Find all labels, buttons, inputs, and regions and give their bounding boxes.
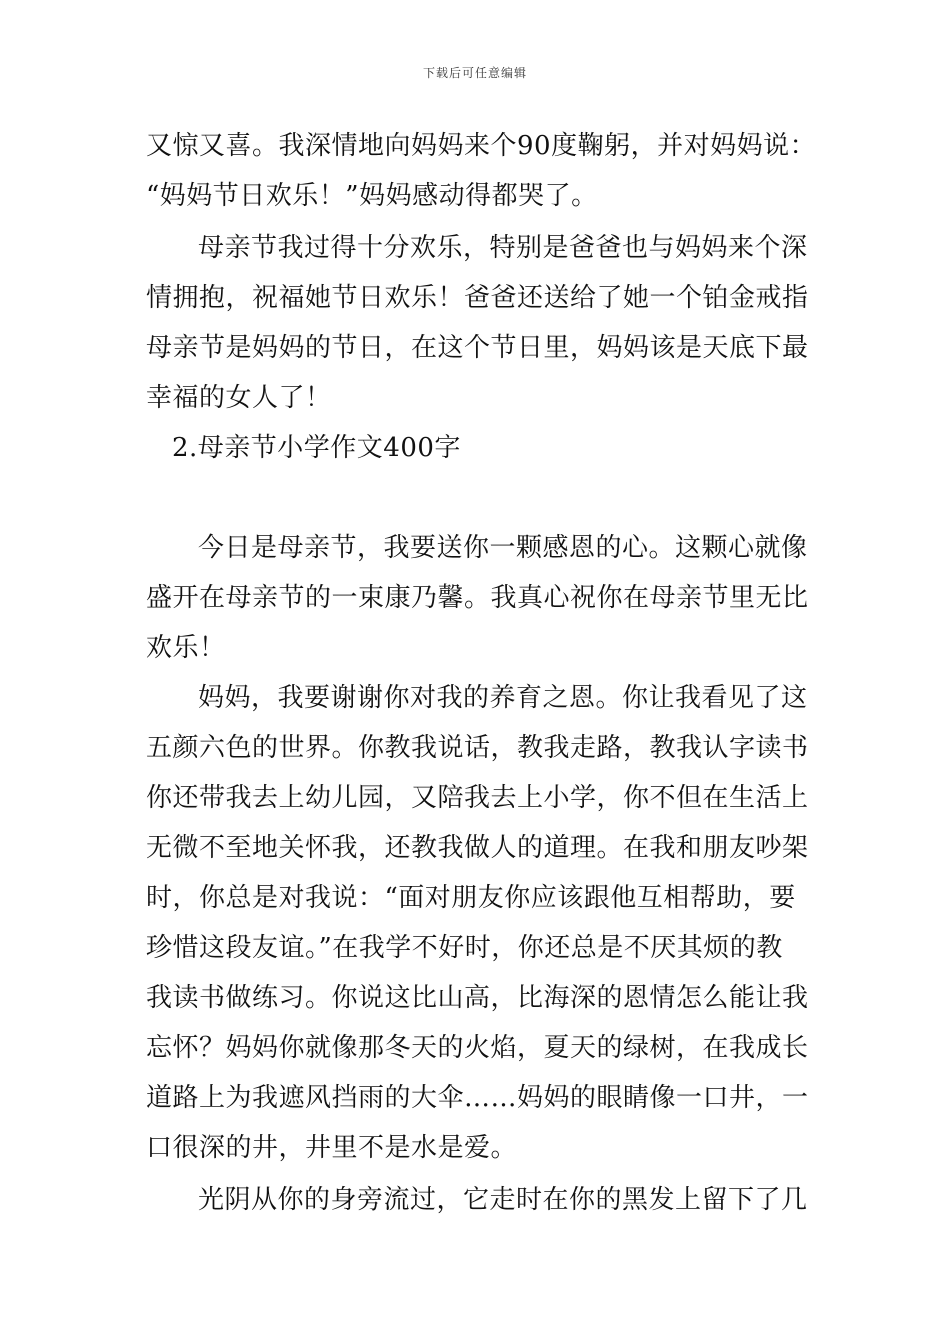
text-line: 欢乐！: [146, 633, 226, 663]
text-line: 母亲节是妈妈的节日，在这个节日里，妈妈该是天底下最: [146, 333, 809, 363]
text-line: 情拥抱，祝福她节日欢乐！爸爸还送给了她一个铂金戒指: [146, 283, 809, 313]
text-line: 珍惜这段友谊。”在我学不好时，你还总是不厌其烦的教: [146, 933, 783, 963]
text-line: 你还带我去上幼儿园，又陪我去上小学，你不但在生活上: [146, 783, 809, 813]
text-line: 又惊又喜。我深情地向妈妈来个90度鞠躬，并对妈妈说：: [146, 131, 817, 161]
text-line: 光阴从你的身旁流过，它走时在你的黑发上留下了几: [198, 1185, 808, 1215]
text-line: 时，你总是对我说：“面对朋友你应该跟他互相帮助，要: [146, 883, 796, 913]
text-line: 五颜六色的世界。你教我说话，教我走路，教我认字读书: [146, 733, 809, 763]
text-line: 我读书做练习。你说这比山高，比海深的恩情怎么能让我: [146, 983, 809, 1013]
text-line: 母亲节我过得十分欢乐，特别是爸爸也与妈妈来个深: [198, 233, 808, 263]
text-line: 口很深的井，井里不是水是爱。: [146, 1133, 518, 1163]
text-line: 忘怀？妈妈你就像那冬天的火焰，夏天的绿树，在我成长: [146, 1033, 809, 1063]
text-line: 妈妈，我要谢谢你对我的养育之恩。你让我看见了这: [198, 683, 808, 713]
text-line: 盛开在母亲节的一束康乃馨。我真心祝你在母亲节里无比: [146, 583, 809, 613]
text-line: “妈妈节日欢乐！”妈妈感动得都哭了。: [146, 181, 598, 211]
text-line: 今日是母亲节，我要送你一颗感恩的心。这颗心就像: [198, 533, 808, 563]
text-line: 幸福的女人了！: [146, 383, 332, 413]
section-heading: 2.母亲节小学作文400字: [172, 433, 461, 463]
page-header: 下载后可任意编辑: [422, 66, 527, 80]
text-line: 道路上为我遮风挡雨的大伞……妈妈的眼睛像一口井，一: [146, 1083, 809, 1113]
text-line: 无微不至地关怀我，还教我做人的道理。在我和朋友吵架: [146, 833, 809, 863]
